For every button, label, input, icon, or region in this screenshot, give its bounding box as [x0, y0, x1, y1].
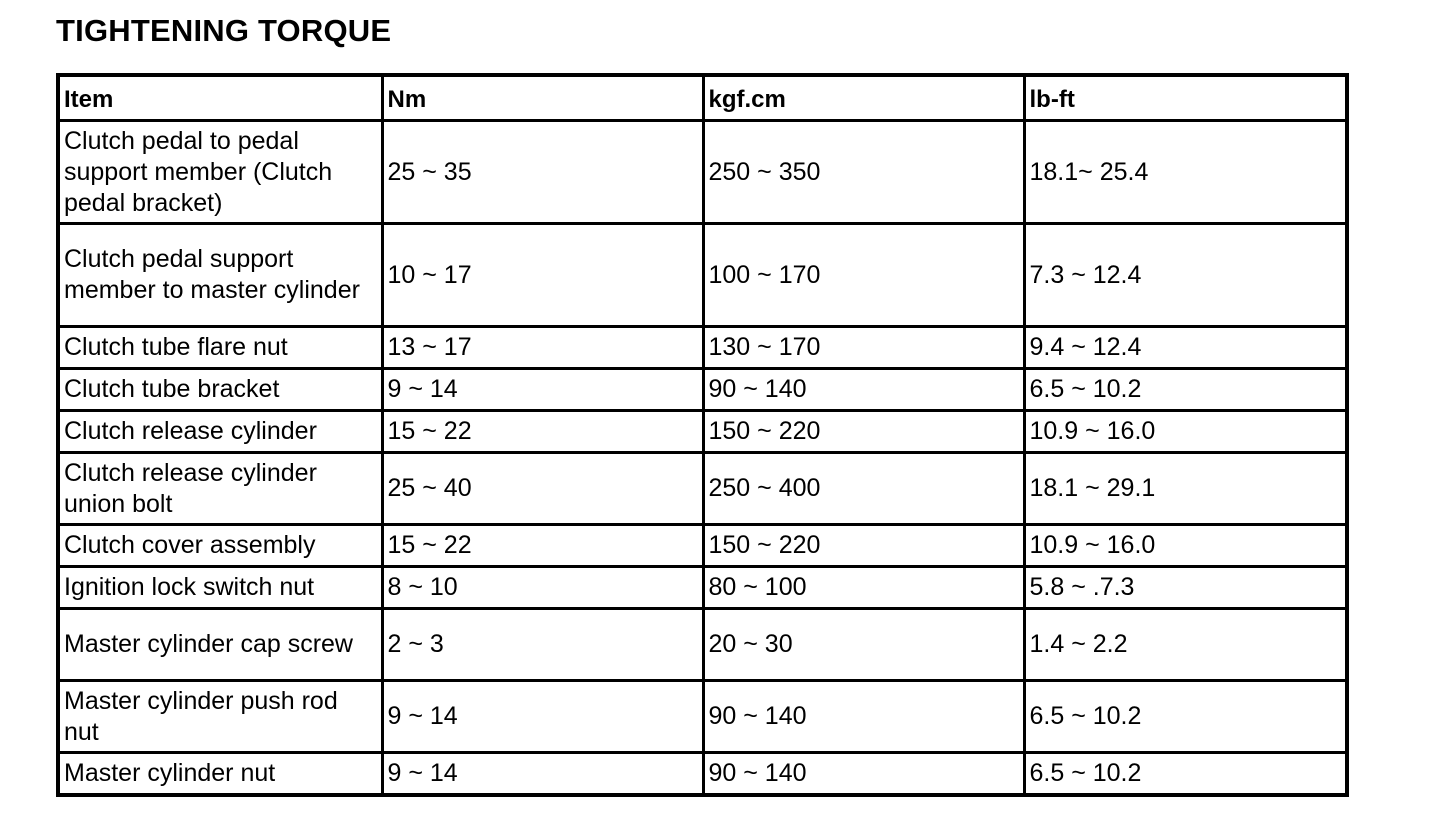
cell-lbft: 5.8 ~ .7.3 [1024, 567, 1347, 609]
cell-nm: 2 ~ 3 [382, 609, 703, 681]
cell-kgfcm: 150 ~ 220 [703, 525, 1024, 567]
cell-lbft: 6.5 ~ 10.2 [1024, 753, 1347, 796]
cell-nm: 25 ~ 35 [382, 121, 703, 224]
cell-kgfcm: 100 ~ 170 [703, 224, 1024, 327]
header-item: Item [58, 75, 382, 121]
table-row [58, 609, 1347, 681]
page-title: TIGHTENING TORQUE [56, 13, 392, 48]
cell-kgfcm: 250 ~ 400 [703, 453, 1024, 525]
cell-nm: 8 ~ 10 [382, 567, 703, 609]
cell-nm: 9 ~ 14 [382, 753, 703, 796]
cell-lbft: 9.4 ~ 12.4 [1024, 327, 1347, 369]
cell-item: Clutch tube flare nut [58, 327, 382, 369]
cell-lbft: 18.1 ~ 29.1 [1024, 453, 1347, 525]
cell-kgfcm: 250 ~ 350 [703, 121, 1024, 224]
table-row [58, 121, 1347, 224]
cell-kgfcm: 90 ~ 140 [703, 681, 1024, 753]
cell-lbft: 6.5 ~ 10.2 [1024, 681, 1347, 753]
table-row [58, 224, 1347, 327]
cell-lbft: 7.3 ~ 12.4 [1024, 224, 1347, 327]
cell-lbft: 10.9 ~ 16.0 [1024, 525, 1347, 567]
table-row [58, 525, 1347, 567]
cell-item: Clutch cover assembly [58, 525, 382, 567]
cell-kgfcm: 80 ~ 100 [703, 567, 1024, 609]
cell-kgfcm: 90 ~ 140 [703, 369, 1024, 411]
cell-kgfcm: 150 ~ 220 [703, 411, 1024, 453]
cell-lbft: 10.9 ~ 16.0 [1024, 411, 1347, 453]
cell-item: Clutch tube bracket [58, 369, 382, 411]
table-header-row [58, 75, 1347, 121]
table-row [58, 681, 1347, 753]
cell-lbft: 18.1~ 25.4 [1024, 121, 1347, 224]
cell-item: Master cylinder push rod nut [58, 681, 382, 753]
torque-table [56, 73, 1349, 797]
cell-nm: 9 ~ 14 [382, 369, 703, 411]
header-nm: Nm [382, 75, 703, 121]
cell-item: Clutch pedal support member to master cylinder [58, 224, 382, 327]
cell-item: Clutch release cylinder union bolt [58, 453, 382, 525]
table-row [58, 567, 1347, 609]
cell-item: Clutch release cylinder [58, 411, 382, 453]
table-row [58, 411, 1347, 453]
cell-nm: 15 ~ 22 [382, 525, 703, 567]
header-lbft: lb-ft [1024, 75, 1347, 121]
cell-item: Ignition lock switch nut [58, 567, 382, 609]
cell-nm: 9 ~ 14 [382, 681, 703, 753]
cell-item: Clutch pedal to pedal support member (Clutch pedal bracket) [58, 121, 382, 224]
cell-item: Master cylinder nut [58, 753, 382, 796]
table-row [58, 369, 1347, 411]
cell-kgfcm: 130 ~ 170 [703, 327, 1024, 369]
table-row [58, 453, 1347, 525]
cell-kgfcm: 90 ~ 140 [703, 753, 1024, 796]
cell-lbft: 6.5 ~ 10.2 [1024, 369, 1347, 411]
cell-nm: 25 ~ 40 [382, 453, 703, 525]
cell-nm: 13 ~ 17 [382, 327, 703, 369]
cell-nm: 10 ~ 17 [382, 224, 703, 327]
cell-nm: 15 ~ 22 [382, 411, 703, 453]
cell-item: Master cylinder cap screw [58, 609, 382, 681]
table-row [58, 327, 1347, 369]
header-kgfcm: kgf.cm [703, 75, 1024, 121]
cell-kgfcm: 20 ~ 30 [703, 609, 1024, 681]
table-row [58, 753, 1347, 796]
cell-lbft: 1.4 ~ 2.2 [1024, 609, 1347, 681]
